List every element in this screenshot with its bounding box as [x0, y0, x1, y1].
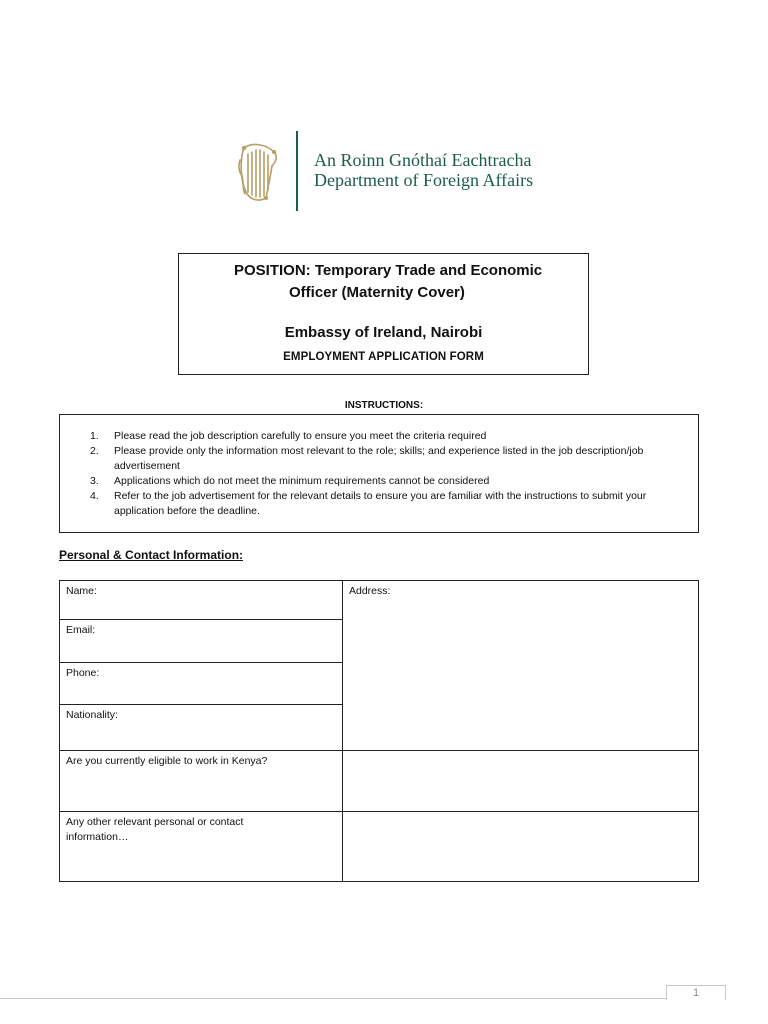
nationality-label: Nationality: [66, 709, 118, 721]
department-name-irish: An Roinn Gnóthaí Eachtracha [314, 150, 532, 170]
name-field[interactable] [59, 580, 343, 620]
email-field[interactable] [59, 619, 343, 663]
instruction-text: Refer to the job advertisement for the relevant details to ensure you are familiar with the instructions to submit your application before the deadline. [114, 490, 647, 517]
instructions-heading: INSTRUCTIONS: [344, 400, 424, 411]
nationality-field[interactable] [59, 704, 343, 751]
other-info-question [59, 811, 343, 882]
logo-divider [296, 131, 298, 211]
other-info-label: Any other relevant personal or contact information… [66, 816, 244, 843]
instruction-text: Please read the job description carefully to ensure you meet the criteria required [114, 430, 487, 442]
instruction-number: 2. [90, 445, 99, 457]
section-heading-personal: Personal & Contact Information: [59, 548, 244, 562]
phone-label: Phone: [66, 667, 100, 679]
position-title-line1: POSITION: Temporary Trade and Economic [234, 262, 543, 279]
department-name-english: Department of Foreign Affairs [314, 170, 534, 190]
address-field[interactable] [342, 580, 699, 751]
other-info-answer[interactable] [342, 811, 699, 882]
instruction-number: 1. [90, 430, 99, 442]
instruction-number: 4. [90, 490, 99, 502]
email-label: Email: [66, 624, 96, 636]
page-number: 1 [692, 987, 700, 999]
footer-line [0, 998, 666, 999]
embassy-name: Embassy of Ireland, Nairobi [284, 324, 483, 341]
form-title: EMPLOYMENT APPLICATION FORM [283, 351, 484, 363]
position-title-line2: Officer (Maternity Cover) [289, 284, 465, 301]
instruction-text: Applications which do not meet the minimum requirements cannot be considered [114, 475, 490, 487]
work-eligibility-answer[interactable] [342, 750, 699, 812]
instruction-text: Please provide only the information most relevant to the role; skills; and experience listed in the job description/job advertisement [114, 445, 644, 472]
instructions-box [59, 414, 699, 533]
address-label: Address: [349, 585, 391, 597]
work-eligibility-question [59, 750, 343, 812]
phone-field[interactable] [59, 662, 343, 705]
name-label: Name: [66, 585, 97, 597]
harp-icon [236, 140, 282, 206]
instruction-number: 3. [90, 475, 99, 487]
work-eligibility-label: Are you currently eligible to work in Kenya? [66, 755, 268, 767]
